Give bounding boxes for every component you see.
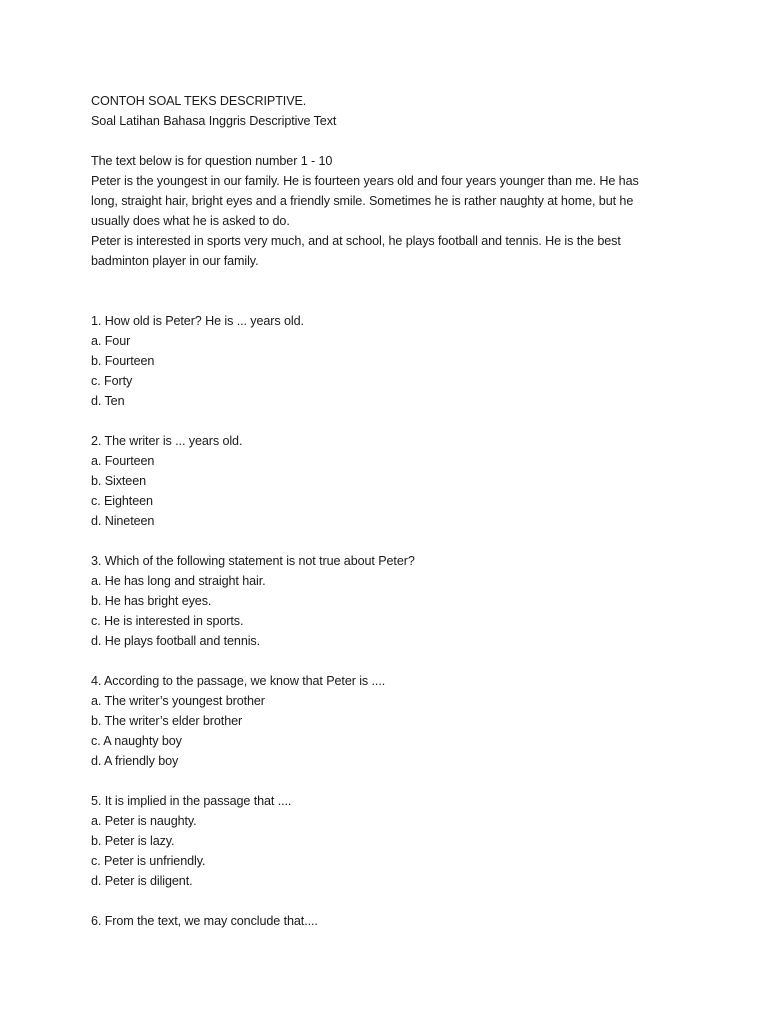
answer-option: a. He has long and straight hair. bbox=[91, 574, 266, 588]
question-stem: 5. It is implied in the passage that .... bbox=[91, 794, 292, 808]
answer-option: b. Fourteen bbox=[91, 354, 155, 368]
answer-option: b. He has bright eyes. bbox=[91, 594, 212, 608]
spacer bbox=[91, 651, 668, 671]
question-stem: 3. Which of the following statement is not true about Peter? bbox=[91, 554, 415, 568]
answer-option: b. Peter is lazy. bbox=[91, 834, 175, 848]
question-stem: 2. The writer is ... years old. bbox=[91, 434, 243, 448]
question-stem: 6. From the text, we may conclude that.... bbox=[91, 914, 318, 928]
answer-option: d. Peter is diligent. bbox=[91, 874, 193, 888]
passage-line: usually does what he is asked to do. bbox=[91, 214, 290, 228]
question-1 bbox=[91, 311, 668, 411]
document-subtitle: Soal Latihan Bahasa Inggris Descriptive Text bbox=[91, 114, 337, 128]
answer-option: c. He is interested in sports. bbox=[91, 614, 244, 628]
answer-option: a. Peter is naughty. bbox=[91, 814, 197, 828]
answer-option: d. Nineteen bbox=[91, 514, 155, 528]
answer-option: d. A friendly boy bbox=[91, 754, 179, 768]
answer-option: c. A naughty boy bbox=[91, 734, 182, 748]
spacer bbox=[91, 891, 668, 911]
question-2 bbox=[91, 431, 668, 531]
answer-option: b. The writer’s elder brother bbox=[91, 714, 243, 728]
passage-line: long, straight hair, bright eyes and a friendly smile. Sometimes he is rather naughty at home, but he bbox=[91, 194, 634, 208]
spacer bbox=[91, 131, 668, 151]
spacer bbox=[91, 271, 668, 311]
answer-option: c. Forty bbox=[91, 374, 133, 388]
question-3 bbox=[91, 551, 668, 651]
question-4 bbox=[91, 671, 668, 771]
question-5 bbox=[91, 791, 668, 891]
question-6 bbox=[91, 911, 668, 931]
document-title: CONTOH SOAL TEKS DESCRIPTIVE. bbox=[91, 94, 307, 108]
passage-intro: The text below is for question number 1 - 10 bbox=[91, 154, 333, 168]
answer-option: a. Fourteen bbox=[91, 454, 155, 468]
spacer bbox=[91, 771, 668, 791]
answer-option: d. Ten bbox=[91, 394, 125, 408]
question-stem: 4. According to the passage, we know that Peter is .... bbox=[91, 674, 386, 688]
passage-line: Peter is the youngest in our family. He is fourteen years old and four years younger than me. He has bbox=[91, 174, 639, 188]
spacer bbox=[91, 531, 668, 551]
passage-line: Peter is interested in sports very much, and at school, he plays football and tennis. He is the best bbox=[91, 234, 621, 248]
question-stem: 1. How old is Peter? He is ... years old. bbox=[91, 314, 304, 328]
spacer bbox=[91, 411, 668, 431]
passage-line: badminton player in our family. bbox=[91, 254, 259, 268]
answer-option: a. The writer’s youngest brother bbox=[91, 694, 265, 708]
answer-option: d. He plays football and tennis. bbox=[91, 634, 261, 648]
answer-option: c. Eighteen bbox=[91, 494, 153, 508]
answer-option: b. Sixteen bbox=[91, 474, 147, 488]
answer-option: c. Peter is unfriendly. bbox=[91, 854, 206, 868]
answer-option: a. Four bbox=[91, 334, 131, 348]
